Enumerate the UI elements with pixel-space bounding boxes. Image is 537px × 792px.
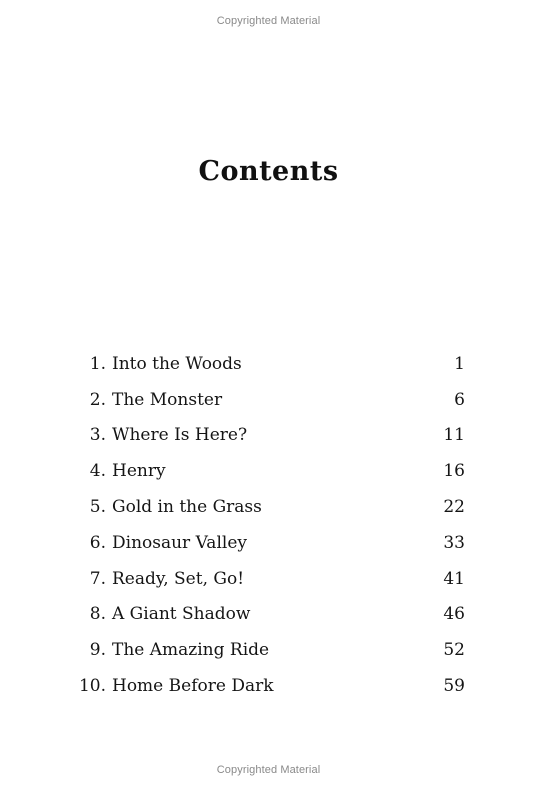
chapter-page-number: 22 xyxy=(443,497,465,518)
toc-entry xyxy=(70,525,465,561)
chapter-page-number: 46 xyxy=(443,604,465,625)
page-title: Contents xyxy=(198,156,339,187)
chapter-page-number: 41 xyxy=(443,568,465,589)
chapter-title: The Monster xyxy=(112,389,223,410)
chapter-page-number: 59 xyxy=(443,676,465,697)
chapter-number: 8. xyxy=(89,604,106,625)
copyright-watermark-top: Copyrighted Material xyxy=(216,15,321,27)
chapter-title: A Giant Shadow xyxy=(112,604,251,625)
toc-entry xyxy=(70,346,465,382)
chapter-number: 7. xyxy=(89,568,106,589)
chapter-number: 2. xyxy=(89,389,106,410)
table-of-contents xyxy=(70,346,465,704)
chapter-number: 6. xyxy=(89,532,106,553)
chapter-number: 4. xyxy=(89,461,106,482)
toc-entry xyxy=(70,382,465,418)
toc-entry xyxy=(70,668,465,704)
copyright-watermark-bottom: Copyrighted Material xyxy=(216,764,321,776)
chapter-number: 9. xyxy=(89,640,106,661)
chapter-title: Home Before Dark xyxy=(112,676,274,697)
chapter-page-number: 52 xyxy=(443,640,465,661)
chapter-number: 1. xyxy=(89,353,106,374)
chapter-page-number: 11 xyxy=(443,425,465,446)
chapter-page-number: 1 xyxy=(454,353,465,374)
toc-entry xyxy=(70,597,465,633)
chapter-title: Gold in the Grass xyxy=(112,497,262,518)
chapter-page-number: 16 xyxy=(443,461,465,482)
toc-entry xyxy=(70,632,465,668)
toc-entry xyxy=(70,489,465,525)
toc-entry xyxy=(70,561,465,597)
chapter-number: 10. xyxy=(78,676,106,697)
chapter-number: 5. xyxy=(89,497,106,518)
chapter-title: The Amazing Ride xyxy=(112,640,270,661)
chapter-title: Ready, Set, Go! xyxy=(112,568,245,589)
chapter-page-number: 6 xyxy=(454,389,465,410)
chapter-title: Henry xyxy=(112,461,166,482)
chapter-number: 3. xyxy=(89,425,106,446)
chapter-title: Into the Woods xyxy=(112,353,242,374)
chapter-title: Dinosaur Valley xyxy=(112,532,247,553)
chapter-title: Where Is Here? xyxy=(112,425,248,446)
toc-entry xyxy=(70,453,465,489)
chapter-page-number: 33 xyxy=(443,532,465,553)
toc-entry xyxy=(70,418,465,454)
